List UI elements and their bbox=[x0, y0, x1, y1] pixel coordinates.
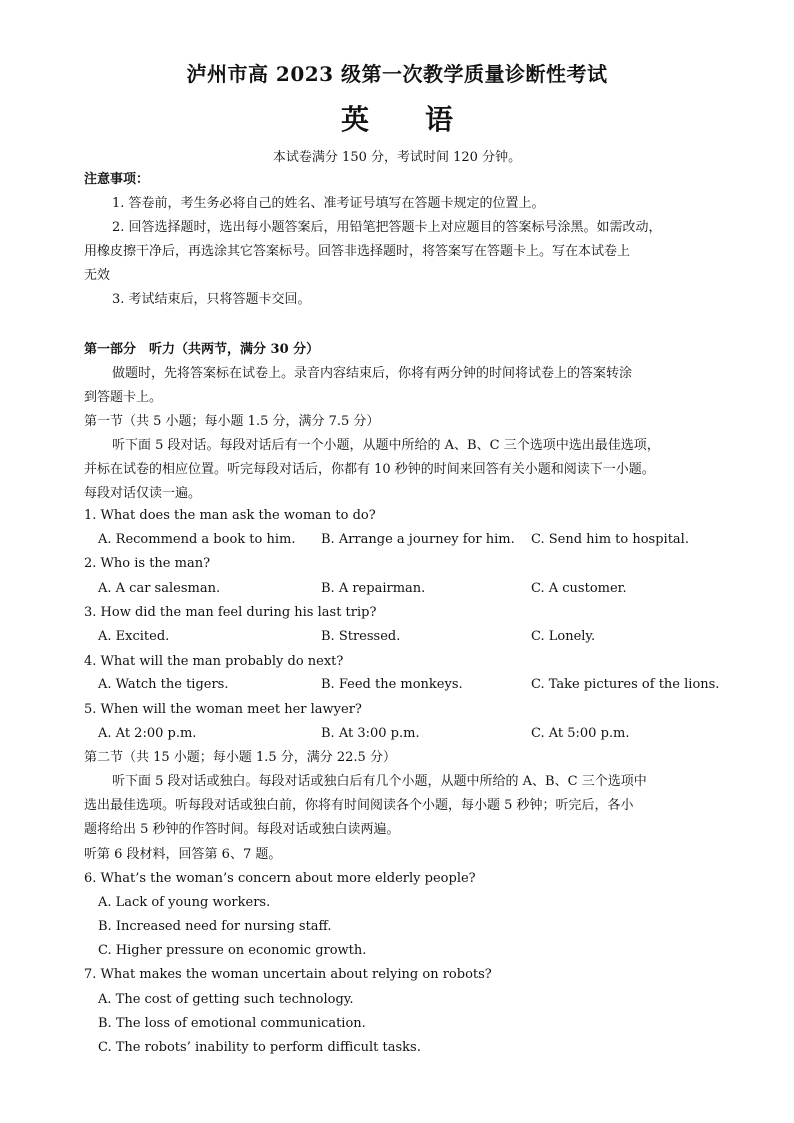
section2-intro-line-1: 听下面 5 段对话或独白。每段对话或独白后有几个小题，从题中所给的 A、B、C 三个选项中 bbox=[112, 774, 647, 789]
notice-item-2-line-3: 无效 bbox=[84, 268, 111, 283]
notice-item-2-line-1: 2. 回答选择题时，选出每小题答案后，用铅笔把答题卡上对应题目的答案标号涂黑。如需改动， bbox=[112, 220, 662, 235]
notice-item-3: 3. 考试结束后，只将答题卡交回。 bbox=[112, 292, 311, 307]
section2-intro-line-2: 选出最佳选项。听每段对话或独白前，你将有时间阅读各个小题，每小题 5 秒钟；听完后，各小 bbox=[84, 798, 634, 813]
question-2-option-a: A. A car salesman. bbox=[98, 581, 221, 596]
question-4: 4. What will the man probably do next? bbox=[84, 654, 344, 669]
question-6: 6. What’s the woman’s concern about more elderly people? bbox=[84, 871, 476, 886]
question-3-option-c: C. Lonely. bbox=[531, 629, 596, 644]
exam-title: 泸州市高 2023 级第一次教学质量诊断性考试 bbox=[186, 62, 608, 86]
part1-intro-line-1: 做题时，先将答案标在试卷上。录音内容结束后，你将有两分钟的时间将试卷上的答案转涂 bbox=[112, 366, 633, 381]
question-2-option-c: C. A customer. bbox=[531, 581, 627, 596]
question-6-option-c: C. Higher pressure on economic growth. bbox=[98, 943, 367, 958]
part1-intro-line-2: 到答题卡上。 bbox=[84, 390, 163, 405]
subject-title: 英 语 bbox=[340, 103, 453, 136]
question-1-option-b: B. Arrange a journey for him. bbox=[321, 532, 515, 547]
material-6-heading: 听第 6 段材料，回答第 6、7 题。 bbox=[84, 847, 282, 862]
question-5-option-a: A. At 2:00 p.m. bbox=[98, 726, 197, 741]
question-7-option-c: C. The robots’ inability to perform difficult tasks. bbox=[98, 1040, 421, 1055]
question-4-option-c: C. Take pictures of the lions. bbox=[531, 677, 720, 692]
part1-heading: 第一部分 听力（共两节，满分 30 分） bbox=[84, 342, 320, 357]
question-5: 5. When will the woman meet her lawyer? bbox=[84, 702, 362, 717]
question-7: 7. What makes the woman uncertain about relying on robots? bbox=[84, 967, 492, 982]
question-1-option-c: C. Send him to hospital. bbox=[531, 532, 689, 547]
question-7-option-a: A. The cost of getting such technology. bbox=[98, 992, 354, 1007]
section1-intro-line-2: 并标在试卷的相应位置。听完每段对话后，你都有 10 秒钟的时间来回答有关小题和阅读下一小题。 bbox=[84, 462, 655, 477]
question-2: 2. Who is the man? bbox=[84, 556, 211, 571]
question-4-option-a: A. Watch the tigers. bbox=[98, 677, 229, 692]
notice-item-2-line-2: 用橡皮擦干净后，再选涂其它答案标号。回答非选择题时，将答案写在答题卡上。写在本试卷上 bbox=[84, 244, 631, 259]
section1-heading: 第一节（共 5 小题；每小题 1.5 分，满分 7.5 分） bbox=[84, 414, 380, 429]
question-5-option-b: B. At 3:00 p.m. bbox=[321, 726, 420, 741]
question-1-option-a: A. Recommend a book to him. bbox=[98, 532, 296, 547]
question-6-option-b: B. Increased need for nursing staff. bbox=[98, 919, 332, 934]
question-5-option-c: C. At 5:00 p.m. bbox=[531, 726, 630, 741]
section1-intro-line-1: 听下面 5 段对话。每段对话后有一个小题，从题中所给的 A、B、C 三个选项中选出最佳选项， bbox=[112, 438, 660, 453]
question-1: 1. What does the man ask the woman to do? bbox=[84, 508, 376, 523]
notice-heading: 注意事项： bbox=[84, 172, 150, 187]
question-7-option-b: B. The loss of emotional communication. bbox=[98, 1016, 366, 1031]
section2-heading: 第二节（共 15 小题；每小题 1.5 分，满分 22.5 分） bbox=[84, 750, 396, 765]
section2-intro-line-3: 题将给出 5 秒钟的作答时间。每段对话或独白读两遍。 bbox=[84, 822, 400, 837]
question-4-option-b: B. Feed the monkeys. bbox=[321, 677, 463, 692]
question-3-option-b: B. Stressed. bbox=[321, 629, 401, 644]
notice-item-1: 1. 答卷前，考生务必将自己的姓名、准考证号填写在答题卡规定的位置上。 bbox=[112, 196, 545, 211]
question-2-option-b: B. A repairman. bbox=[321, 581, 426, 596]
section1-intro-line-3: 每段对话仅读一遍。 bbox=[84, 486, 202, 501]
question-3: 3. How did the man feel during his last trip? bbox=[84, 605, 377, 620]
question-6-option-a: A. Lack of young workers. bbox=[98, 895, 271, 910]
exam-info: 本试卷满分 150 分，考试时间 120 分钟。 bbox=[272, 150, 522, 165]
question-3-option-a: A. Excited. bbox=[98, 629, 170, 644]
